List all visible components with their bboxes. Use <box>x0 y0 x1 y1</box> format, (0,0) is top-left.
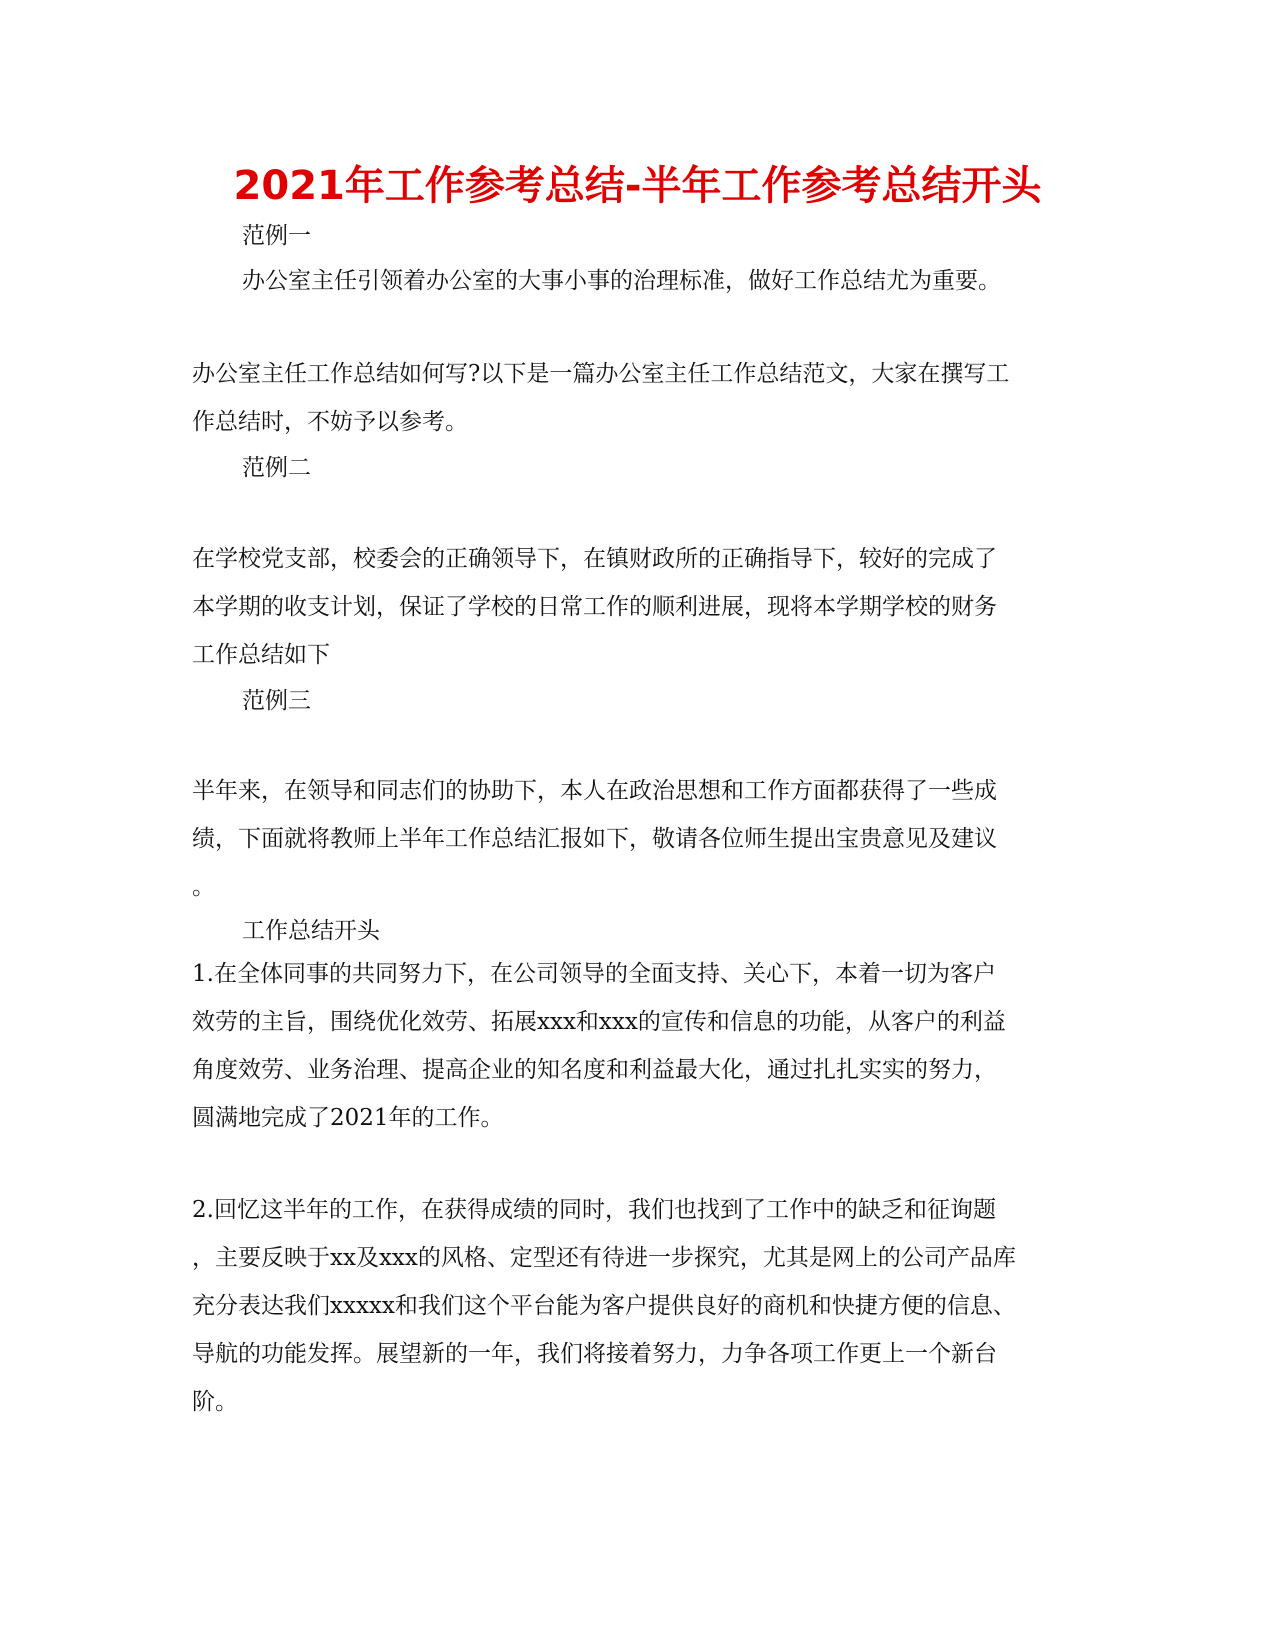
paragraph-line: 充分表达我们xxxxx和我们这个平台能为客户提供良好的商机和快捷方便的信息、 <box>192 1293 1016 1319</box>
paragraph-line: 角度效劳、业务治理、提高企业的知名度和利益最大化，通过扎扎实实的努力， <box>192 1057 997 1083</box>
paragraph-line: 绩，下面就将教师上半年工作总结汇报如下，敬请各位师生提出宝贵意见及建议 <box>192 826 997 852</box>
example-1-heading: 范例一 <box>242 223 311 249</box>
document-title: 2021年工作参考总结-半年工作参考总结开头 <box>233 163 1042 209</box>
paragraph-line: 本学期的收支计划，保证了学校的日常工作的顺利进展，现将本学期学校的财务 <box>192 594 997 620</box>
paragraph-line: 2.回忆这半年的工作，在获得成绩的同时，我们也找到了工作中的缺乏和征询题 <box>192 1197 996 1223</box>
paragraph-line: 在学校党支部，校委会的正确领导下，在镇财政所的正确指导下，较好的完成了 <box>192 546 997 572</box>
item-1-body <box>192 950 1092 1142</box>
paragraph-line: ，主要反映于xx及xxx的风格、定型还有待进一步探究，尤其是网上的公司产品库 <box>192 1245 1016 1271</box>
example-3-heading: 范例三 <box>242 688 311 714</box>
paragraph-line: 效劳的主旨，围绕优化效劳、拓展xxx和xxx的宣传和信息的功能，从客户的利益 <box>192 1009 1006 1035</box>
paragraph-line: 圆满地完成了2021年的工作。 <box>192 1105 504 1131</box>
paragraph-line: 导航的功能发挥。展望新的一年，我们将接着努力，力争各项工作更上一个新台 <box>192 1341 997 1367</box>
item-2-body <box>192 1186 1092 1426</box>
opening-heading: 工作总结开头 <box>242 918 380 944</box>
paragraph-line: 半年来，在领导和同志们的协助下，本人在政治思想和工作方面都获得了一些成 <box>192 778 997 804</box>
example-2-body <box>192 535 1092 679</box>
paragraph-line: 办公室主任工作总结如何写?以下是一篇办公室主任工作总结范文，大家在撰写工 <box>192 361 1010 387</box>
example-1-body <box>192 350 1092 446</box>
paragraph-line: 1.在全体同事的共同努力下，在公司领导的全面支持、关心下，本着一切为客户 <box>192 961 996 987</box>
example-2-heading: 范例二 <box>242 455 311 481</box>
paragraph-line: 。 <box>192 874 215 900</box>
paragraph-line: 阶。 <box>192 1389 238 1415</box>
example-3-body <box>192 767 1092 911</box>
paragraph-line: 作总结时，不妨予以参考。 <box>192 409 468 435</box>
paragraph-line: 工作总结如下 <box>192 642 330 668</box>
example-1-intro: 办公室主任引领着办公室的大事小事的治理标准，做好工作总结尤为重要。 <box>242 268 1001 294</box>
